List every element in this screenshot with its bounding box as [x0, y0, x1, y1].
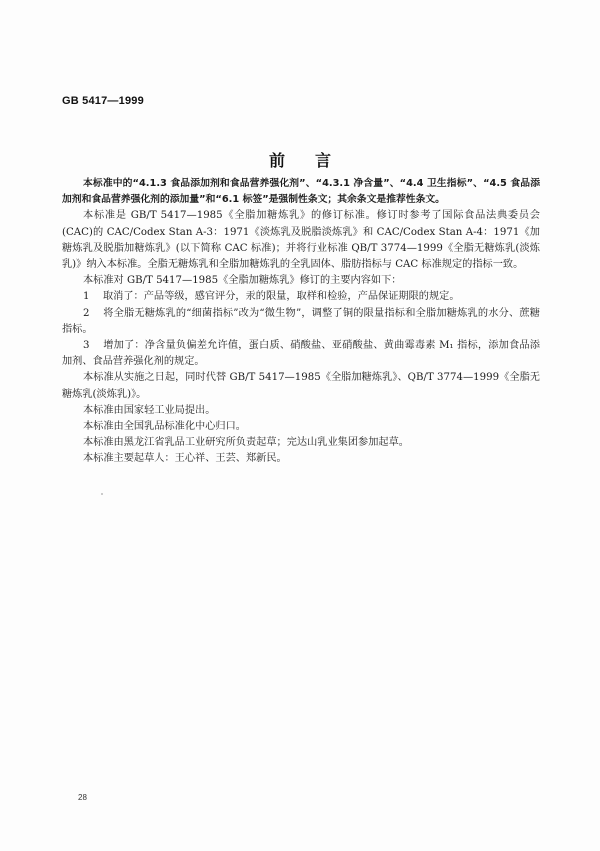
change-item — [62, 306, 540, 338]
foreword-body — [62, 176, 540, 468]
paragraph-main-changes-intro: 本标准对 GB/T 5417—1985《全脂加糖炼乳》修订的主要内容如下： — [83, 275, 402, 287]
paragraph-revision-basis: 本标准是 GB/T 5417—1985《全脂加糖炼乳》的修订标准。修订时参考了国际食品法典委员会(CAC)的 CAC/Codex Stan A-3：1971《淡炼乳及脱脂淡炼乳》和 CAC/Codex Stan A-4：1971《加糖炼乳及脱脂加糖炼乳》(以下简称 CAC 标准)；并将行业标准 QB/T 3774—1999《全脂无糖炼乳(淡炼乳)》纳入本标准。全脂无糖炼乳和全脂加糖炼乳的全乳固体、脂肪指标与 CAC 标准规定的指标一致。 — [62, 210, 540, 271]
paragraph-drafters: 本标准主要起草人：王心祥、王芸、郑新民。 — [83, 453, 287, 465]
paragraph-managed-by: 本标准由全国乳品标准化中心归口。 — [83, 421, 246, 433]
change-item — [62, 289, 540, 305]
change-item-number: 2 — [83, 307, 90, 319]
change-item-number: 1 — [83, 291, 90, 303]
paragraph-proposed-by: 本标准由国家轻工业局提出。 — [83, 404, 216, 416]
scan-artifact-dot — [101, 493, 103, 495]
standard-code: GB 5417—1999 — [62, 95, 144, 107]
paragraph-replaces: 本标准从实施之日起，同时代替 GB/T 5417—1985《全脂加糖炼乳》、QB/T 3774—1999《全脂无糖炼乳(淡炼乳)》。 — [62, 372, 540, 400]
page-number: 28 — [78, 793, 87, 802]
page-title: 前言 — [268, 151, 361, 170]
change-item-text: 将全脂无糖炼乳的“细菌指标”改为“微生物”，调整了铜的限量指标和全脂加糖炼乳的水分、蔗糖指标。 — [62, 307, 540, 335]
change-item-text: 取消了：产品等级，感官评分，汞的限量，取样和检验，产品保证期限的规定。 — [103, 291, 460, 303]
paragraph-mandatory-clauses: 本标准中的“4.1.3 食品添加剂和食品营养强化剂”、“4.3.1 净含量”、“4.4 卫生指标”、“4.5 食品添加剂和食品营养强化剂的添加量”和“6.1 标签”是强制性条文；其余条文是推荐性条文。 — [62, 178, 540, 206]
paragraph-drafted-by: 本标准由黑龙江省乳品工业研究所负责起草；完达山乳业集团参加起草。 — [83, 437, 409, 449]
change-item-text: 增加了：净含量负偏差允许值，蛋白质、硝酸盐、亚硝酸盐、黄曲霉毒素 M₁ 指标，添加食品添加剂、食品营养强化剂的规定。 — [62, 340, 540, 368]
change-item-number: 3 — [83, 340, 90, 352]
change-item — [62, 338, 540, 370]
